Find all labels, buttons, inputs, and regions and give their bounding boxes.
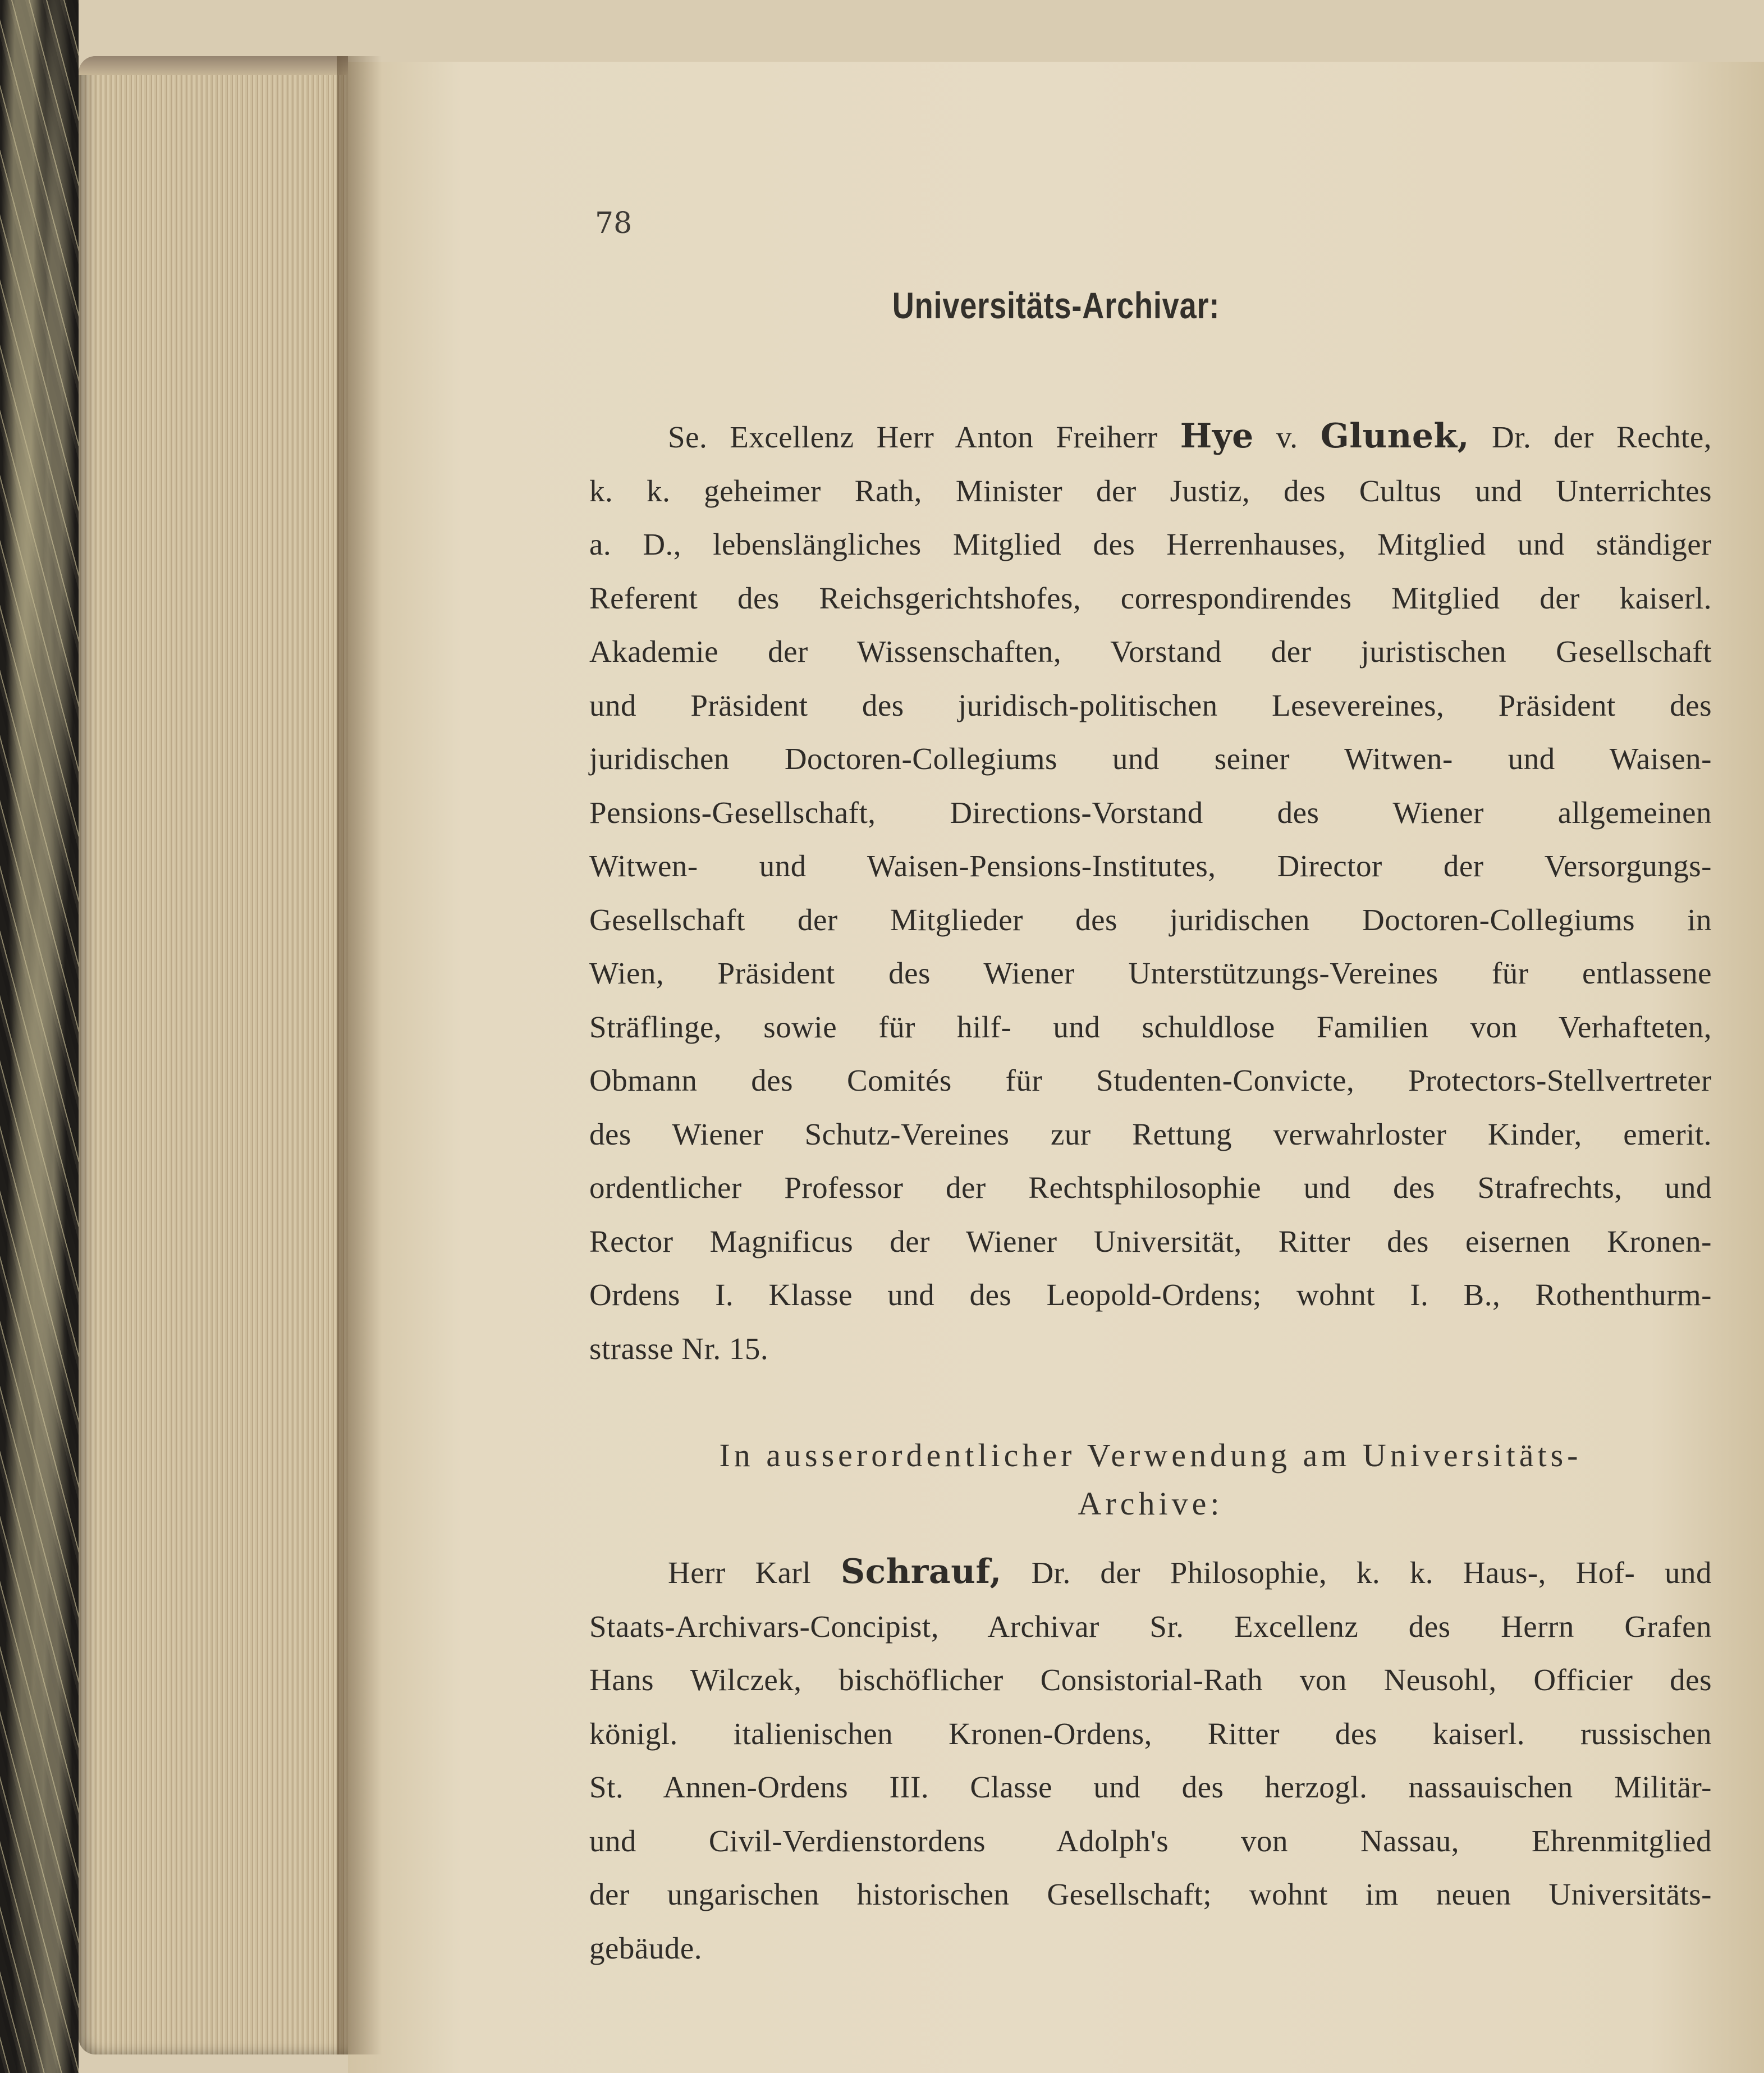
marbled-cover: [0, 0, 79, 2073]
paragraph-archivar: [589, 410, 1712, 1375]
text-line: Wien, Präsident des Wiener Unterstützungs-Vereines für entlassene: [589, 956, 1712, 990]
page-block-top: [79, 56, 348, 75]
person-name: Hye: [1180, 417, 1254, 456]
gutter-shadow: [337, 56, 382, 2054]
text-line: Herr Karl Schrauf, Dr. der Philosophie, k. k. Haus-, Hof- und: [668, 1552, 1712, 1591]
text-line: Gesellschaft der Mitglieder des juridischen Doctoren-Collegiums in: [589, 902, 1712, 937]
text-line: Rector Magnificus der Wiener Universität, Ritter des eisernen Kronen-: [589, 1224, 1712, 1259]
text-line: Referent des Reichsgerichtshofes, correspondirendes Mitglied der kaiserl.: [589, 580, 1712, 615]
text-line: Se. Excellenz Herr Anton Freiherr Hye v. Glunek, Dr. der Rechte,: [668, 417, 1712, 456]
text-line: k. k. geheimer Rath, Minister der Justiz, des Cultus und Unterrichtes: [589, 473, 1712, 508]
text-line: Witwen- und Waisen-Pensions-Institutes, Director der Versorgungs-: [589, 849, 1712, 883]
text-line: Akademie der Wissenschaften, Vorstand der juristischen Gesellschaft: [589, 634, 1712, 669]
text-line: gebäude.: [589, 1930, 702, 1965]
text-line: Sträflinge, sowie für hilf- und schuldlose Familien von Verhafteten,: [589, 1009, 1712, 1044]
text-line: Obmann des Comités für Studenten-Convicte, Protectors-Stellvertreter: [589, 1063, 1712, 1097]
text-line: der ungarischen historischen Gesellschaft; wohnt im neuen Universitäts-: [589, 1877, 1712, 1911]
text-line: und Präsident des juridisch-politischen Lesevereines, Präsident des: [589, 688, 1712, 722]
text-line: Pensions-Gesellschaft, Directions-Vorstand des Wiener allgemeinen: [589, 795, 1712, 830]
text-line: St. Annen-Ordens III. Classe und des herzogl. nassauischen Militär-: [589, 1770, 1712, 1804]
heading-line: Archive:: [1078, 1485, 1224, 1522]
text-line: Ordens I. Klasse und des Leopold-Ordens; wohnt I. B., Rothenthurm-: [589, 1278, 1712, 1312]
section-heading-archivar: Universitäts-Archivar:: [892, 285, 1220, 326]
text-line: ordentlicher Professor der Rechtsphilosophie und des Strafrechts, und: [589, 1170, 1712, 1205]
paragraph-verwendung: [589, 1545, 1712, 1975]
text-line: strasse Nr. 15.: [589, 1331, 769, 1366]
text-line: Staats-Archivars-Concipist, Archivar Sr. Excellenz des Herrn Grafen: [589, 1609, 1712, 1644]
text-line: des Wiener Schutz-Vereines zur Rettung verwahrloster Kinder, emerit.: [589, 1116, 1712, 1151]
section-heading-verwendung: [572, 1431, 1729, 1528]
page-number: 78: [595, 207, 633, 240]
book-page: [348, 62, 1764, 2073]
text-line: Hans Wilczek, bischöflicher Consistorial-Rath von Neusohl, Officier des: [589, 1663, 1712, 1697]
text-line: königl. italienischen Kronen-Ordens, Ritter des kaiserl. russischen: [589, 1716, 1712, 1751]
person-name: Schrauf,: [840, 1552, 1002, 1591]
text-line: und Civil-Verdienstordens Adolph's von Nassau, Ehrenmitglied: [589, 1823, 1712, 1858]
text-line: a. D., lebenslängliches Mitglied des Herrenhauses, Mitglied und ständiger: [589, 527, 1712, 561]
heading-line: In ausserordentlicher Verwendung am Universitäts-: [719, 1437, 1582, 1473]
text-line: juridischen Doctoren-Collegiums und seiner Witwen- und Waisen-: [589, 742, 1712, 776]
person-name: Glunek,: [1320, 417, 1469, 456]
page-block-edges: [79, 56, 348, 2054]
